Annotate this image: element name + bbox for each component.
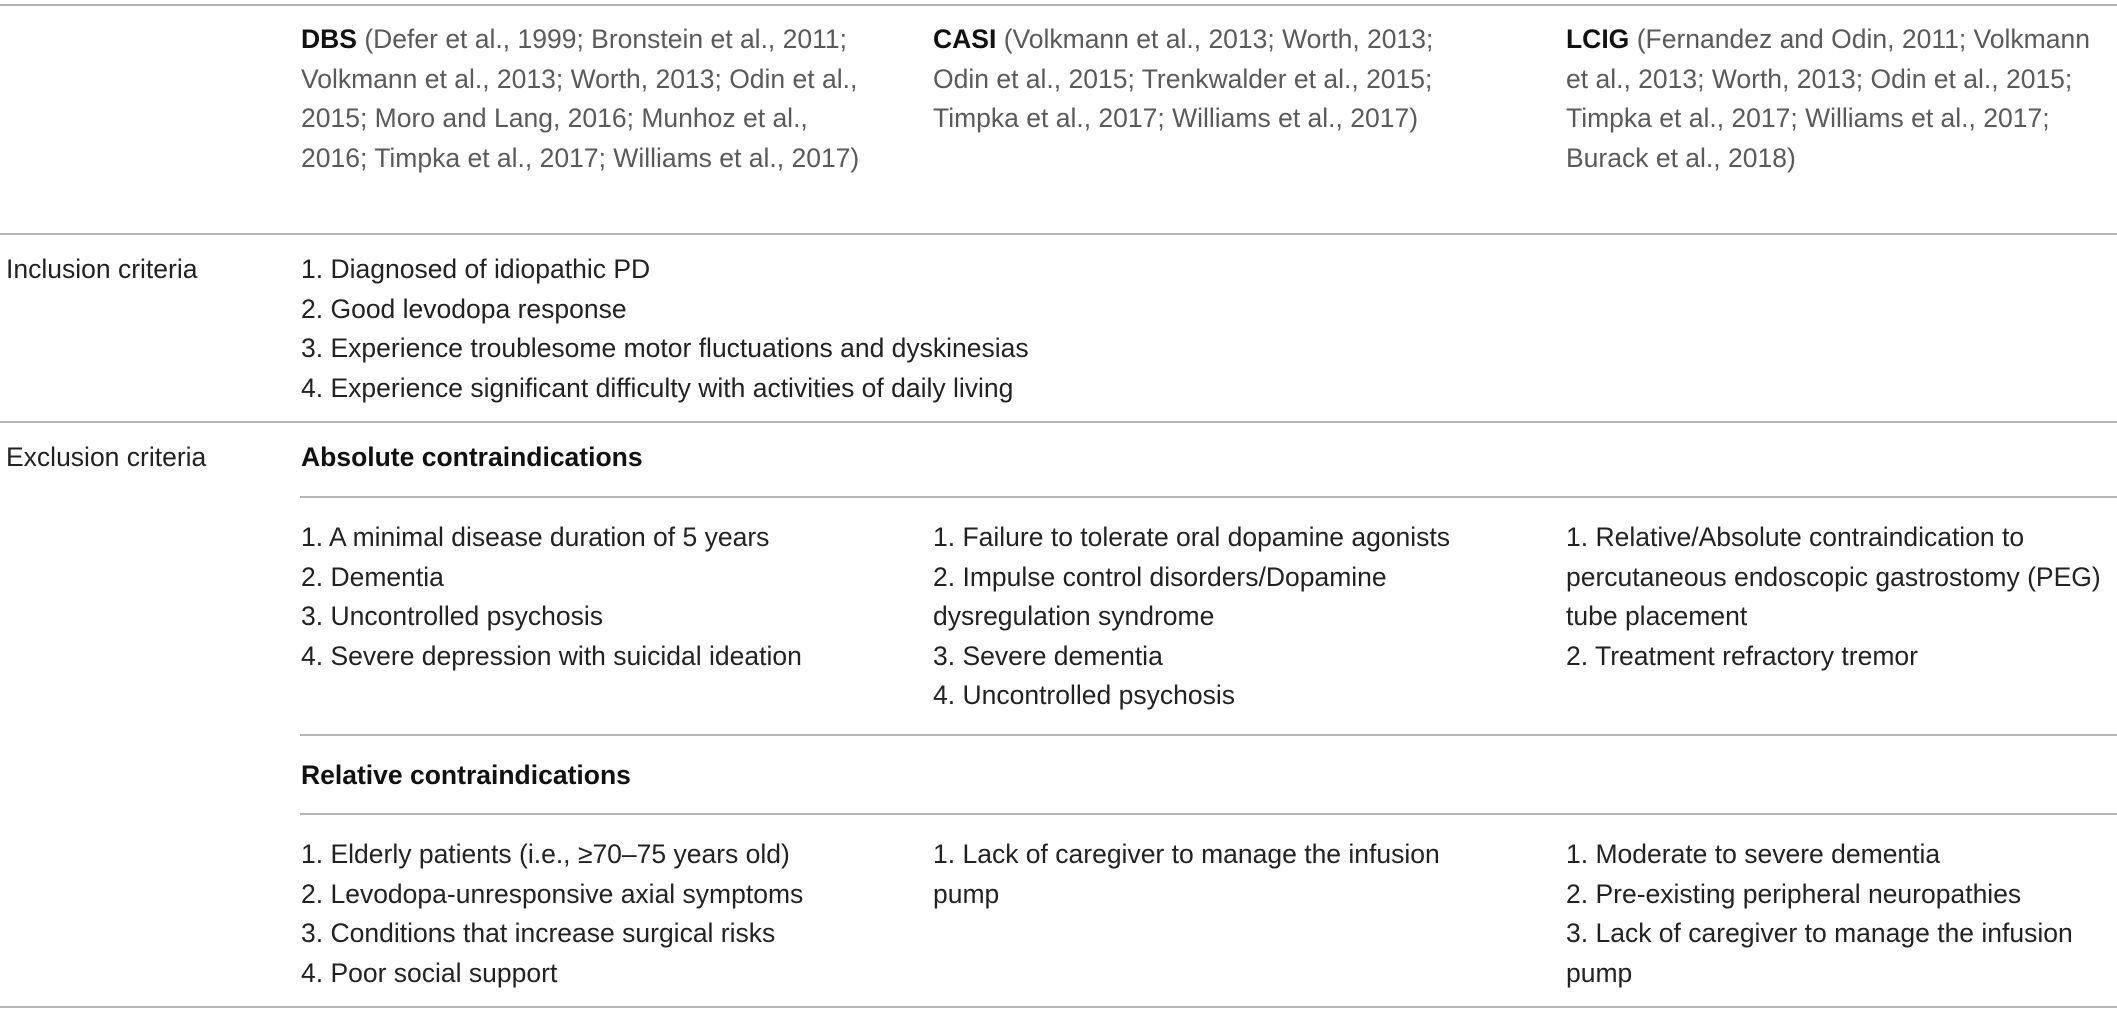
list-item: 2. Pre-existing peripheral neuropathies <box>1566 878 2022 909</box>
relative-casi-list <box>933 835 1493 914</box>
list-item: 3. Experience troublesome motor fluctuations and dyskinesias <box>301 333 1029 363</box>
relative-dbs-list <box>301 835 861 993</box>
references-lcig: (Fernandez and Odin, 2011; Volkmann et al., 2013; Worth, 2013; Odin et al., 2015; Timpka et al., 2017; Williams et al., 2017; Burack et al., 2018) <box>1566 24 2090 173</box>
list-item: 2. Treatment refractory tremor <box>1566 640 1918 671</box>
list-item: 1. Relative/Absolute contraindication to percutaneous endoscopic gastrostomy (PEG) tube placement <box>1566 522 2101 631</box>
row-divider-exclusion <box>0 421 2117 423</box>
list-item: 4. Uncontrolled psychosis <box>933 680 1235 710</box>
list-item: 3. Uncontrolled psychosis <box>301 601 603 631</box>
relative-subhead-rule <box>300 813 2117 815</box>
header-dbs <box>301 20 861 178</box>
absolute-subhead-rule <box>300 496 2117 498</box>
header-casi <box>933 20 1493 139</box>
list-item: 1. Lack of caregiver to manage the infusion pump <box>933 839 1440 909</box>
absolute-section-rule <box>300 734 2117 736</box>
absolute-contraindications-heading: Absolute contraindications <box>301 442 643 472</box>
list-item: 4. Poor social support <box>301 957 558 988</box>
therapy-name-lcig: LCIG <box>1566 24 1630 54</box>
absolute-casi-list <box>933 518 1493 716</box>
list-item: 2. Levodopa-unresponsive axial symptoms <box>301 878 804 909</box>
table-top-rule <box>0 4 2117 6</box>
list-item: 2. Impulse control disorders/Dopamine dysregulation syndrome <box>933 561 1387 631</box>
therapy-name-dbs: DBS <box>301 24 357 54</box>
list-item: 1. Diagnosed of idiopathic PD <box>301 254 651 284</box>
row-divider-inclusion <box>0 233 2117 235</box>
references-casi: (Volkmann et al., 2013; Worth, 2013; Odin et al., 2015; Trenkwalder et al., 2015; Timpka et al., 2017; Williams et al., 2017) <box>933 24 1434 133</box>
inclusion-label: Inclusion criteria <box>6 254 198 284</box>
header-lcig <box>1566 20 2111 178</box>
absolute-dbs-list <box>301 518 861 676</box>
references-dbs: (Defer et al., 1999; Bronstein et al., 2011; Volkmann et al., 2013; Worth, 2013; Odin et al., 2015; Moro and Lang, 2016; Munhoz et al., 2016; Timpka et al., 2017; Williams et al., 2017) <box>301 24 860 173</box>
list-item: 4. Experience significant difficulty with activities of daily living <box>301 372 1014 403</box>
table-bottom-rule <box>0 1006 2117 1008</box>
inclusion-list <box>301 250 2101 408</box>
list-item: 3. Lack of caregiver to manage the infusion pump <box>1566 918 2073 988</box>
list-item: 1. Moderate to severe dementia <box>1566 839 1941 869</box>
exclusion-label: Exclusion criteria <box>6 442 207 472</box>
list-item: 3. Conditions that increase surgical risks <box>301 918 776 948</box>
therapy-name-casi: CASI <box>933 24 997 54</box>
list-item: 1. Failure to tolerate oral dopamine agonists <box>933 522 1451 552</box>
relative-contraindications-heading: Relative contraindications <box>301 760 631 790</box>
list-item: 4. Severe depression with suicidal ideation <box>301 640 802 671</box>
absolute-lcig-list <box>1566 518 2111 676</box>
list-item: 1. A minimal disease duration of 5 years <box>301 522 770 552</box>
relative-lcig-list <box>1566 835 2111 993</box>
list-item: 3. Severe dementia <box>933 640 1163 671</box>
list-item: 2. Good levodopa response <box>301 293 627 324</box>
list-item: 2. Dementia <box>301 561 444 592</box>
list-item: 1. Elderly patients (i.e., ≥70–75 years old) <box>301 839 790 869</box>
